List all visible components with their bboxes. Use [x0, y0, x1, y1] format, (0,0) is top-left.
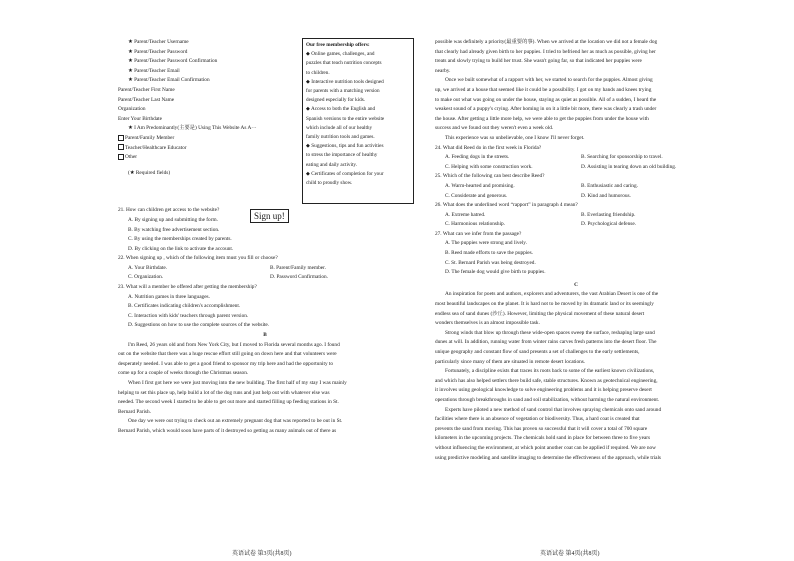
right-column: [435, 38, 717, 463]
offer-line: ◆ Access to both the English and: [306, 106, 376, 113]
role-option-label: Teacher/Healthcare Educator: [125, 144, 187, 151]
passage-line: wonders themselves is an almost impossible task.: [435, 320, 540, 327]
passage-line: Fortunately, a discipline exists that traces its roots back to some of the earliest known civilizations,: [445, 368, 655, 375]
question-option: C. Organization.: [128, 274, 164, 281]
passage-line: and which has also helped settlers there build safe, stable structures. Known as geotechnical engineering,: [435, 377, 658, 384]
question-option-row: [435, 153, 717, 163]
question-option: D. The female dog would give birth to puppies.: [445, 269, 546, 276]
passage-line: kilometers in the upcoming projects. The chemicals hold sand in place for between three to five years: [435, 435, 651, 442]
question-option-row: [435, 163, 717, 173]
offer-line: child to proudly show.: [306, 180, 353, 187]
form-field-label: ★ Parent/Teacher Password Confirmation: [128, 58, 218, 65]
form-field-label: ★ Parent/Teacher Username: [128, 39, 189, 45]
question-option: A. Warm-hearted and promising.: [445, 182, 515, 189]
question-option: D. Password Confirmation.: [270, 274, 328, 281]
passage-line: dunes at will. In addition, running water from winter rains carves fresh patterns into the desert floor. The: [435, 339, 657, 346]
question-option: D. Kind and humorous.: [581, 192, 631, 199]
offers-title: Our free membership offers:: [306, 42, 370, 48]
passage-line: unique geography and constant flow of sand presents a set of challenges to the early settlements,: [435, 349, 640, 355]
offer-line: ◆ Interactive nutrition tools designed: [306, 78, 384, 85]
offer-line: ◆ Online games, challenges, and: [306, 51, 375, 58]
passage-line: particularly since many of them are situated in remote desert locations.: [435, 358, 586, 365]
offer-line: puzzles that teach nutrition concepts: [306, 60, 382, 67]
passage-line: Bernard Parish, which would soon have parts of it destroyed so getting as many animals out of there as: [118, 427, 337, 434]
offer-line: Spanish versions to the entire website: [306, 115, 385, 122]
form-field-label: ★ Parent/Teacher Email Confirmation: [128, 77, 210, 84]
offer-line: for parents with a matching version: [306, 88, 380, 95]
passage-line: success and we found out they weren't even a week old.: [435, 125, 554, 132]
offer-line: to children.: [306, 69, 330, 76]
form-field-label: Parent/Teacher Last Name: [118, 96, 175, 103]
passage-line: One day we were out trying to check out an extremely pregnant dog that was reported to be out in St.: [128, 418, 343, 425]
question-option: B. Certificates indicating children's accomplishment.: [128, 303, 241, 310]
question-option: B. Searching for sponsorship to travel.: [581, 154, 663, 161]
offer-line: to stress the importance of healthy: [306, 152, 378, 159]
question-option: C. By using the memberships created by parents.: [128, 236, 232, 243]
passage-line: to make out what was going on under the house, staying as quiet as possible. All of a sudden, I heard the: [435, 96, 657, 103]
questions-21-23: [118, 206, 412, 331]
question-stem: 25. Which of the following can best describe Reed?: [435, 173, 545, 180]
role-checkbox[interactable]: [118, 135, 124, 141]
passage-line: come up for a couple of weeks through the Christmas season.: [118, 370, 249, 377]
offer-line: which include all of our healthy: [306, 124, 373, 131]
offer-line: ◆ Suggestions, tips and fun activities: [306, 143, 384, 150]
passage-line: without influencing the environment, at which point another coat can be applied if required. We are now: [435, 444, 656, 451]
question-option: B. Parent/Family member.: [270, 264, 326, 271]
role-checkbox[interactable]: [118, 154, 124, 160]
passage-line: An inspiration for poets and authors, explorers and adventurers, the vast Arabian Desert is one of the: [445, 291, 659, 298]
question-option-row: [435, 192, 717, 202]
required-note: (★ Required fields): [128, 169, 171, 176]
question-stem: 22. When signing up , which of the following item must you fill or choose?: [118, 255, 278, 262]
passage-line: it involves using geological knowledge to solve engineering problems and it is helping preserve desert: [435, 387, 652, 394]
question-option: A. By signing up and submitting the form.: [128, 216, 218, 223]
question-option-row: [435, 211, 717, 221]
passage-line: up, we arrived at a house that seemed like it could be a possibility. I got on my hands and knees trying: [435, 86, 652, 93]
offer-line: family nutrition tools and games.: [306, 134, 375, 141]
footer-page-4: 英语试卷 第4页(共8页): [540, 551, 600, 557]
passage-line: Once we built somewhat of a rapport with her, we started to search for the puppies. Almost giving: [445, 77, 653, 84]
passage-line: operations through breakthroughs in sand and soil stabilization, without harming the natural environment.: [435, 396, 660, 403]
question-stem: 26. What does the underlined word “rapport” in paragraph 4 mean?: [435, 202, 578, 209]
passage-line: prevents the sand from moving. This has proven so successful that it will cover a total of 700 square: [435, 425, 648, 432]
passage-line: Experts have piloted a new method of sand control that involves spraying chemicals onto sand around: [445, 406, 662, 413]
offer-line: designed especially for kids.: [306, 97, 366, 104]
passage-line: helping to set this place up, help build a lot of the dog runs and just help out with whatever else was: [118, 389, 330, 396]
section-b-passage: [118, 341, 412, 437]
question-stem: 23. What will a member be offered after getting the membership?: [118, 284, 257, 291]
passage-line: using predictive modeling and satellite imaging to determine the effectiveness of the approach, while trials: [435, 454, 661, 461]
section-c-passage: [435, 290, 717, 463]
question-option: A. Feeding dogs in the streets.: [445, 154, 510, 161]
form-field-label: ★ Parent/Teacher Email: [128, 67, 180, 74]
section-b-passage-continued: [435, 38, 717, 144]
passage-line: When I first got here we were just moving into the new building. The first half of my stay I was mainly: [128, 380, 347, 386]
question-option: C. St. Bernard Parish was being destroyed.: [445, 259, 536, 266]
passage-line: out on the website that there was a huge rescue effort still going on down here and that volunteers were: [118, 351, 337, 358]
passage-line: nearby.: [435, 67, 451, 74]
question-stem: 27. What can we infer from the passage?: [435, 230, 522, 237]
question-option-row: [118, 264, 412, 274]
sign-up-button[interactable]: Sign up!: [250, 209, 289, 223]
question-option: D. Psychological defense.: [581, 221, 637, 228]
question-option: C. Interaction with kids' teachers through parent version.: [128, 312, 249, 319]
question-option: A. The puppies were strong and lively.: [445, 240, 527, 247]
question-option: A. Your Birthdate.: [128, 264, 167, 271]
question-option-row: [435, 220, 717, 230]
passage-line: needed. The second week I started to be able to get out more and started filling up feeding stations in St.: [118, 399, 339, 406]
question-option: B. Enthusiastic and caring.: [581, 182, 638, 189]
offer-line: eating and daily activity.: [306, 161, 357, 168]
passage-line: Bernard Parish.: [118, 408, 151, 415]
passage-line: desperately needed. I was able to get a good friend to sponsor my trip here and had the opportunity to: [118, 360, 334, 367]
question-option: A. Nutrition games in three languages.: [128, 293, 210, 300]
question-option: D. By clicking on the link to activate the account.: [128, 245, 234, 252]
question-option: A. Extreme hatred.: [445, 211, 486, 218]
role-checkbox[interactable]: [118, 144, 124, 150]
question-option: B. Reed made efforts to save the puppies.: [445, 250, 534, 257]
passage-line: I'm Reed, 26 years old and from New York City, but I moved to Florida several months ago. I found: [128, 341, 340, 348]
form-field-label: Organization: [118, 106, 146, 113]
section-c-label: C: [574, 281, 578, 288]
membership-offers-box: [302, 38, 414, 204]
passage-line: most beautiful landscapes on the planet. It is hard not to be moved by its dramatic land or its seemingly: [435, 301, 654, 308]
passage-line: This experience was so unbelievable, one I know I'll never forget.: [445, 134, 585, 141]
question-option: D. Suggestions on how to use the complete sources of the website.: [128, 322, 270, 329]
section-b-label: B: [263, 332, 267, 339]
role-question: ★ I Am Predominantly(主要是) Using This Website As A···: [128, 125, 257, 132]
passage-line: endless sea of sand dunes (沙丘). However, limiting the physical movement of these natural desert: [435, 310, 645, 317]
passage-line: facilities where there is an absence of vegetation or biodiversity. Thus, a hard coat is created that: [435, 416, 640, 423]
passage-line: possible was definitely a priority(最重要的事). When we arrived at the location we did not a female dog: [435, 39, 658, 45]
question-option-row: [118, 273, 412, 283]
offer-line: ◆ Certificates of completion for your: [306, 170, 384, 177]
question-option: B. Everlasting friendship.: [581, 211, 636, 218]
form-field-label: Enter Your Birthdate: [118, 115, 162, 122]
question-stem: 21. How can children get access to the website?: [118, 207, 220, 214]
passage-line: that clearly had already given birth to her puppies. I tried to befriend her as much as possible, giving her: [435, 48, 656, 55]
question-option: C. Helping with some construction work.: [445, 163, 533, 170]
question-option: C. Harmonious relationship.: [445, 221, 506, 228]
questions-24-27: [435, 144, 717, 278]
question-stem: 24. What did Reed do in the first week in Florida?: [435, 144, 542, 151]
passage-line: the house. After getting a little more help, we were able to get the puppies from under the house with: [435, 115, 649, 122]
passage-line: treats and slowly trying to build her trust. She wasn't going far, so that indicated her puppies were: [435, 58, 642, 65]
question-option-row: [435, 182, 717, 192]
passage-line: weakest sound of a puppy's crying. After homing in on it a little bit more, there was clearly a trash under: [435, 106, 657, 113]
form-field-label: Parent/Teacher First Name: [118, 86, 175, 93]
question-option: C. Considerate and generous.: [445, 192, 508, 199]
question-option: B. By watching free advertisement section.: [128, 226, 220, 233]
role-option-label: Other: [125, 154, 138, 161]
passage-line: Strong winds that blow up through these wide-open spaces sweep the surface, reshaping large sand: [445, 329, 655, 336]
form-field-label: ★ Parent/Teacher Password: [128, 48, 188, 55]
role-option-label: Parent/Family Member: [125, 134, 175, 141]
question-option: D. Assisting in tearing down an old building.: [581, 163, 677, 170]
footer-page-3: 英语试卷 第3页(共8页): [232, 551, 292, 557]
